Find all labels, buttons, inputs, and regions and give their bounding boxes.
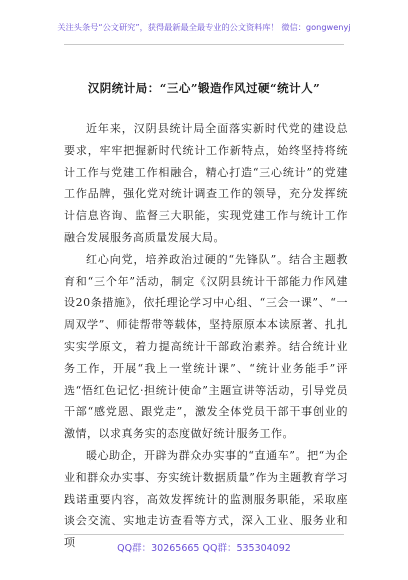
footer-qq-groups: QQ群：30265665 QQ群：535304092 [117,543,291,554]
footer-divider [64,534,344,535]
paragraph-red-heart: 红心向党，培养政治过硬的“先锋队”。结合主题教育和“三个年”活动，制定《汉阴县统计干部能力作风建设20条措施》，依托理论学习中心组、“三会一课”、“一周双学”、师徒帮带等载体，坚持原原本本读原著、扎扎实实学原文，着力提高统计干部政治素养。结合统计业务工作，开展“我上一堂统计课”、“统计业务能手”评选“悟红色记忆·担统计使命”主题宣讲等活动，引导党员干部“感党恩、跟党走”，激发全体党员干部干事创业的激情，以求真务实的态度做好统计服务工作。 [64,252,348,441]
document-title: 汉阴统计局：“三心”锻造作风过硬“统计人” [87,81,321,95]
document-body [64,118,348,554]
paragraph-intro: 近年来，汉阴县统计局全面落实新时代党的建设总要求，牢牢把握新时代统计工作新特点，始终坚持将统计工作与党建工作相融合，精心打造“三心统计”的党建工作品牌，强化党对统计调查工作的领导，充分发挥统计信息咨询、监督三大职能，实现党建工作与统计工作融合发展服务高质量发展大局。 [64,122,348,244]
header-divider [64,44,344,45]
paragraph-warm-heart: 暖心助企，开辟为群众办实事的“直通车”。把“为企业和群众办实事、夯实统计数据质量”作为主题教育学习践诺重要内容，高效发挥统计的监测服务职能，采取座谈会交流、实地走访查看等方式，深入工业、服务业和项 [64,448,348,550]
header-promo-note: 关注头条号“公文研究”，获得最新最全最专业的公文资料库！ 微信：gongwenyj [57,22,351,32]
